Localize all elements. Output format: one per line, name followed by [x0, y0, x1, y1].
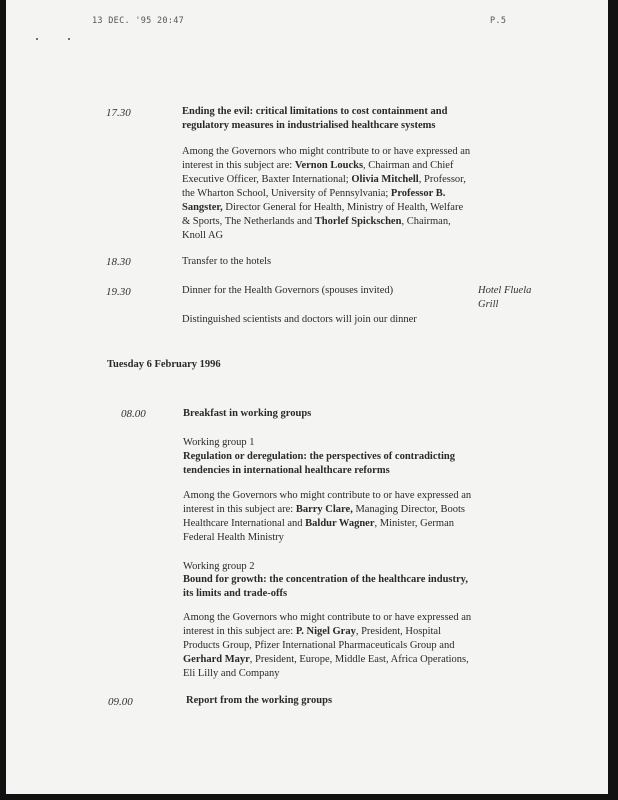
speck-mark: [68, 38, 70, 40]
paragraph-intro: Among the Governors who might contribute to or have expressed an interest in this subject are:: [183, 490, 472, 515]
governor-name: Thorlef Spickschen: [314, 216, 402, 227]
governor-role: Director General for Health, Ministry of Health, Welfare & Sports, The Netherlands and: [182, 202, 464, 227]
speck-mark: [36, 38, 38, 40]
governor-role: Managing Director, Boots Healthcare International and: [183, 504, 465, 529]
governors-paragraph: [182, 145, 472, 243]
time-0800: 08.00: [121, 408, 146, 420]
working-group-title: Regulation or deregulation: the perspectives of contradicting tendencies in international healthcare reforms: [183, 451, 456, 476]
paragraph-intro: Among the Governors who might contribute to or have expressed an interest in this subject are:: [183, 612, 472, 637]
dinner-text: Dinner for the Health Governors (spouses invited): [182, 285, 394, 296]
fax-page-number: P.5: [490, 16, 507, 26]
working-group-title: Bound for growth: the concentration of the healthcare industry, its limits and trade-offs: [183, 574, 468, 599]
document-page: [6, 0, 608, 794]
governors-paragraph: [183, 489, 473, 545]
governor-name: Olivia Mitchell: [351, 174, 419, 185]
transfer-text: Transfer to the hotels: [182, 256, 272, 267]
breakfast-title: Breakfast in working groups: [183, 408, 312, 419]
governor-name: P. Nigel Gray: [295, 626, 356, 637]
dinner-note: Distinguished scientists and doctors will join our dinner: [182, 314, 417, 325]
day-heading: Tuesday 6 February 1996: [107, 359, 221, 370]
fax-timestamp: 13 DEC. '95 20:47: [92, 16, 185, 26]
governors-paragraph: [183, 611, 473, 681]
governor-role: , Professor, the Wharton School, University of Pennsylvania;: [182, 174, 466, 199]
governor-name: Gerhard Mayr: [183, 654, 250, 665]
governor-role: , Chairman and Chief Executive Officer, Baxter International;: [182, 160, 454, 185]
governor-role: , President, Europe, Middle East, Africa Operations, Eli Lilly and Company: [183, 654, 469, 679]
governor-name: Barry Clare,: [295, 504, 353, 515]
governor-role: , Chairman, Knoll AG: [182, 216, 451, 241]
time-1830: 18.30: [106, 256, 131, 268]
time-1930: 19.30: [106, 286, 131, 298]
working-group-label: Working group 2: [183, 561, 255, 572]
working-group-label: Working group 1: [183, 437, 255, 448]
paragraph-intro: Among the Governors who might contribute to or have expressed an interest in this subject are:: [182, 146, 471, 171]
governor-name: Vernon Loucks: [294, 160, 364, 171]
governor-role: , President, Hospital Products Group, Pfizer International Pharmaceuticals Group and: [183, 626, 455, 651]
session-title: Ending the evil: critical limitations to cost containment and regulatory measures in industrialised healthcare systems: [182, 106, 448, 131]
time-1730: 17.30: [106, 107, 131, 119]
governor-name: Professor B. Sangster,: [182, 188, 446, 213]
governor-name: Baldur Wagner: [305, 518, 375, 529]
governor-role: , Minister, German Federal Health Ministry: [183, 518, 454, 543]
report-title: Report from the working groups: [186, 695, 333, 706]
dinner-venue: Hotel Fluela Grill: [478, 285, 532, 310]
time-0900: 09.00: [108, 696, 133, 708]
